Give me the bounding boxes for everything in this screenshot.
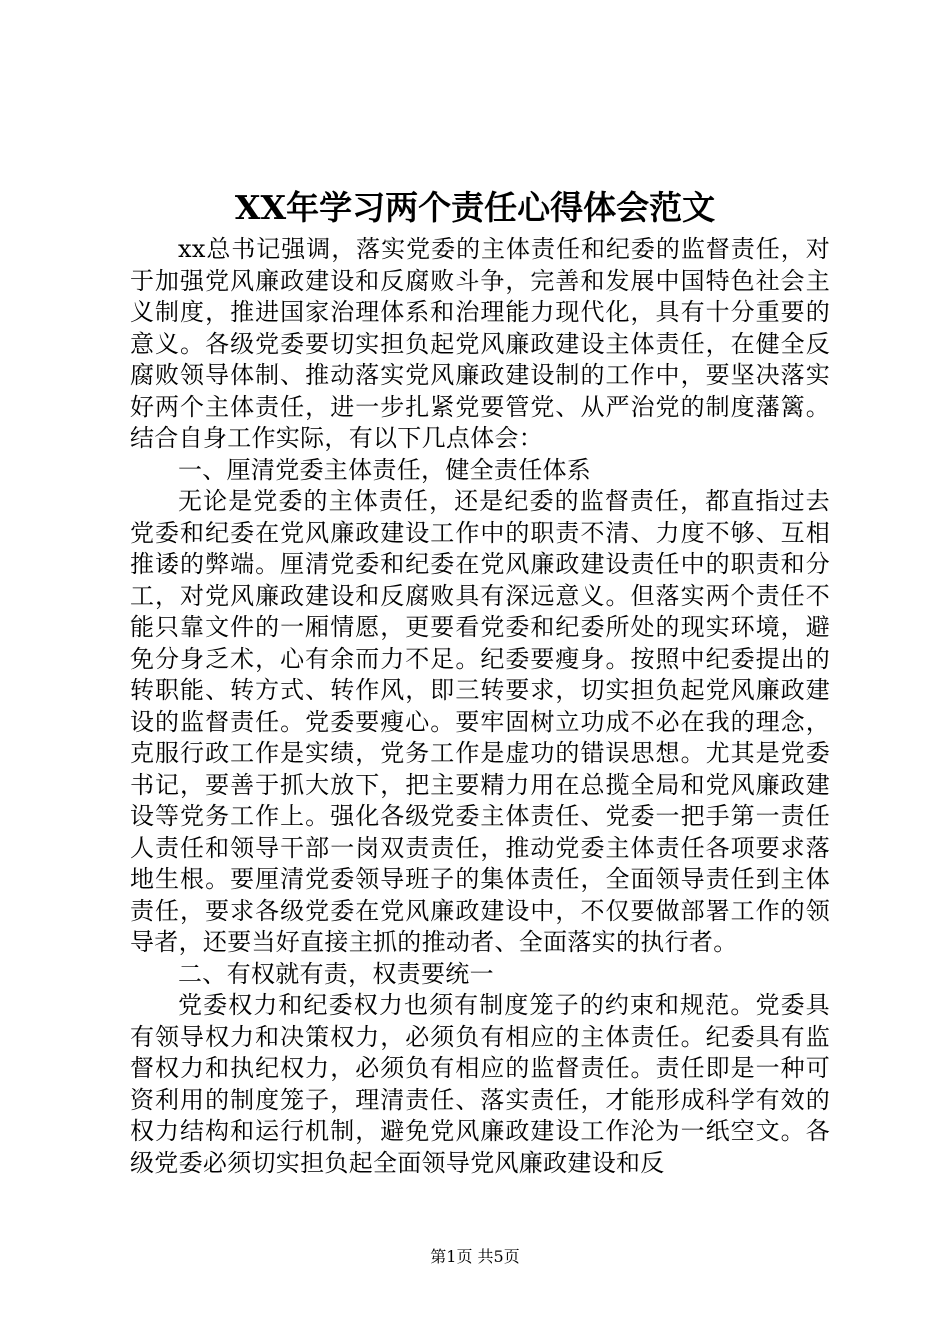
paragraph-section-2: 党委权力和纪委权力也须有制度笼子的约束和规范。党委具有领导权力和决策权力，必须负有相应的主体责任。纪委具有监督权力和执纪权力，必须负有相应的监督责任。责任即是一种可资利用的制度笼子，理清责任、落实责任，才能形成科学有效的权力结构和运行机制，避免党风廉政建设工作沦为一纸空文。各级党委必须切实担负起全面领导党风廉政建设和反	[130, 991, 830, 1177]
paragraph-intro: xx总书记强调，落实党委的主体责任和纪委的监督责任，对于加强党风廉政建设和反腐败斗争，完善和发展中国特色社会主义制度，推进国家治理体系和治理能力现代化，具有十分重要的意义。各级党委要切实担负起党风廉政建设主体责任，在健全反腐败领导体制、推动落实党风廉政建设制的工作中，要坚决落实好两个主体责任，进一步扎紧党要管党、从严治党的制度藩篱。结合自身工作实际，有以下几点体会：	[130, 235, 830, 452]
document-title: XX年学习两个责任心得体会范文	[234, 188, 716, 227]
section-heading-1: 一、厘清党委主体责任，健全责任体系	[178, 455, 592, 484]
page-footer: 第1页 共5页	[430, 1247, 520, 1266]
section-heading-2: 二、有权就有责，权责要统一	[178, 959, 494, 988]
paragraph-section-1: 无论是党委的主体责任，还是纪委的监督责任，都直指过去党委和纪委在党风廉政建设工作中的职责不清、力度不够、互相推诿的弊端。厘清党委和纪委在党风廉政建设责任中的职责和分工，对党风廉政建设和反腐败具有深远意义。但落实两个责任不能只靠文件的一厢情愿，更要看党委和纪委所处的现实环境，避免分身乏术，心有余而力不足。纪委要瘦身。按照中纪委提出的转职能、转方式、转作风，即三转要求，切实担负起党风廉政建设的监督责任。党委要瘦心。要牢固树立功成不必在我的理念，克服行政工作是实绩，党务工作是虚功的错误思想。尤其是党委书记，要善于抓大放下，把主要精力用在总揽全局和党风廉政建设等党务工作上。强化各级党委主体责任、党委一把手第一责任人责任和领导干部一岗双责责任，推动党委主体责任各项要求落地生根。要厘清党委领导班子的集体责任，全面领导责任到主体责任，要求各级党委在党风廉政建设中，不仅要做部署工作的领导者，还要当好直接主抓的推动者、全面落实的执行者。	[130, 487, 830, 956]
document-body	[130, 234, 830, 1179]
